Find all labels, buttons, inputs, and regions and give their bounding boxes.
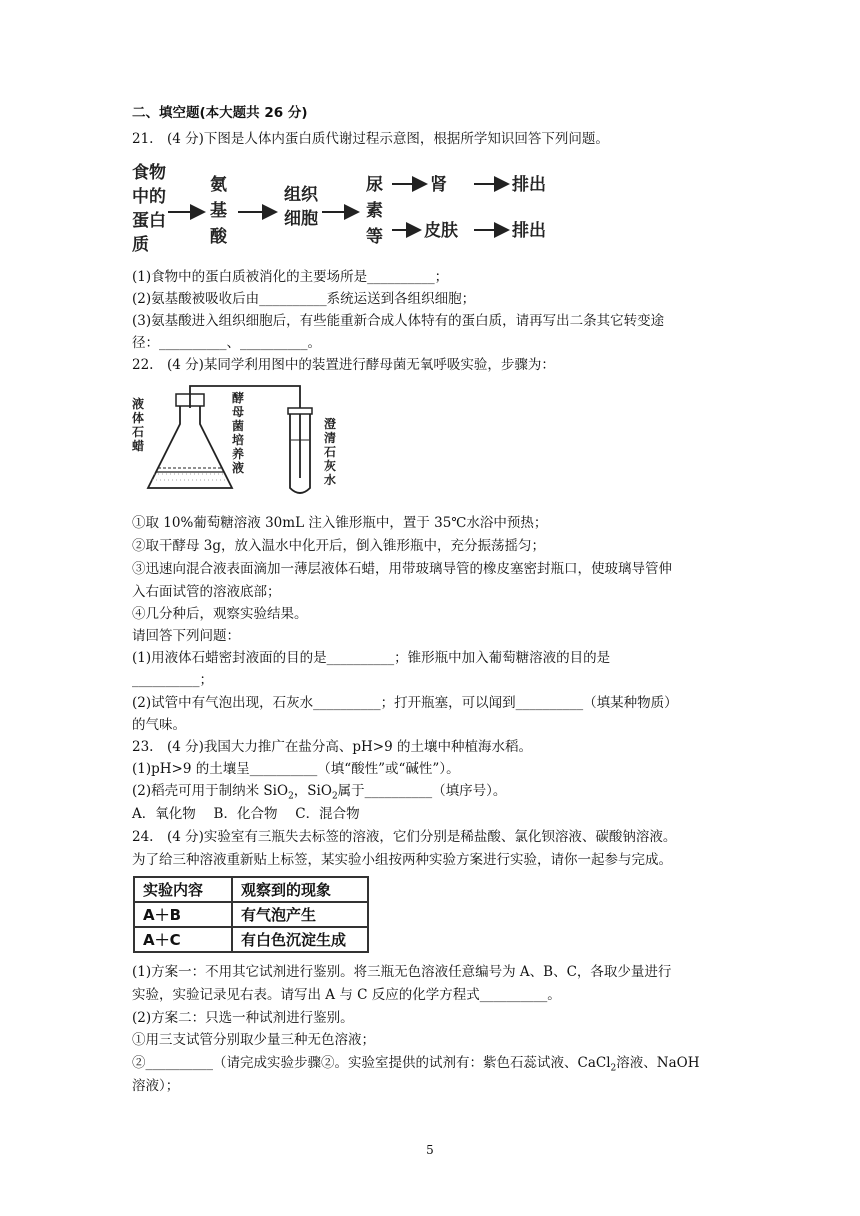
q22-answer-1b: __________； — [132, 672, 213, 688]
svg-text:液: 液 — [232, 461, 245, 475]
q22-step-3a: ③迅速向混合液表面滴加一薄层液体石蜡，用带玻璃导管的橡皮塞密封瓶口，使玻璃导管伸 — [132, 561, 672, 577]
q22-step-1: ①取 10%葡萄糖溶液 30mL 注入锥形瓶中，置于 35℃水浴中预热； — [132, 515, 548, 531]
svg-text:石: 石 — [132, 425, 145, 439]
q22-step-4: ④几分种后，观察实验结果。 — [132, 606, 308, 622]
node-excrete-1: 排出 — [512, 175, 546, 195]
table-cell: A＋B — [134, 902, 232, 927]
q22-ask: 请回答下列问题： — [132, 628, 240, 644]
svg-text:清: 清 — [324, 431, 337, 445]
svg-text:灰: 灰 — [324, 459, 337, 473]
node-tissue-2: 细胞 — [284, 209, 318, 229]
flask — [148, 394, 232, 488]
q21-line-4: 径：__________、__________。 — [132, 335, 321, 351]
node-amino-3: 酸 — [210, 227, 227, 247]
table-cell: 有白色沉淀生成 — [232, 927, 368, 952]
section-title: 二、填空题(本大题共 26 分) — [132, 105, 308, 121]
q23-line-1: (1)pH>9 的土壤呈__________（填“酸性”或“碱性”）。 — [132, 761, 460, 777]
liquid-paraffin-label — [131, 396, 144, 453]
q22-answer-2b: 的气味。 — [132, 717, 186, 733]
node-food-protein-1: 食物 — [132, 163, 166, 183]
node-amino-2: 基 — [210, 201, 227, 221]
svg-text:酵: 酵 — [232, 391, 245, 405]
q24-plan-2-step-1: ①用三支试管分别取少量三种无色溶液； — [132, 1032, 375, 1048]
q23-options: A．氧化物 B．化合物 C．混合物 — [132, 806, 360, 822]
node-amino-1: 氨 — [210, 175, 227, 195]
svg-text:水: 水 — [324, 473, 337, 487]
svg-text:体: 体 — [132, 411, 145, 425]
table-header-row — [134, 877, 368, 902]
svg-text:液: 液 — [132, 397, 145, 411]
q22-answer-2a: (2)试管中有气泡出现，石灰水__________；打开瓶塞，可以闻到__________（填某种物质） — [132, 695, 678, 711]
svg-text:培: 培 — [232, 433, 245, 447]
table-row — [134, 902, 368, 927]
q24-plan-2-step-3: 溶液）； — [132, 1078, 180, 1094]
q22-step-2: ②取干酵母 3g，放入温水中化开后，倒入锥形瓶中，充分振荡摇匀； — [132, 538, 546, 554]
q21-line-3: (3)氨基酸进入组织细胞后，有些能重新合成人体特有的蛋白质，请再写出二条其它转变途 — [132, 313, 665, 329]
svg-text:母: 母 — [232, 405, 245, 419]
svg-text:澄: 澄 — [324, 417, 337, 431]
q23-stem: 23. (4 分)我国大力推广在盐分高、pH>9 的土壤中种植海水稻。 — [132, 739, 532, 755]
node-urea-1: 尿 — [366, 175, 383, 195]
node-food-protein-2: 中的 — [132, 187, 166, 207]
table-header-content: 实验内容 — [134, 877, 232, 902]
q21-line-1: (1)食物中的蛋白质被消化的主要场所是__________； — [132, 269, 449, 285]
svg-text:蜡: 蜡 — [132, 439, 145, 453]
yeast-culture-label — [232, 390, 244, 475]
table-row — [134, 927, 368, 952]
experiment-table — [133, 876, 369, 953]
q24-stem-2: 为了给三种溶液重新贴上标签，某实验小组按两种实验方案进行实验，请你一起参与完成。 — [132, 852, 672, 868]
svg-text:石: 石 — [324, 445, 337, 459]
node-tissue-1: 组织 — [284, 185, 318, 205]
node-excrete-2: 排出 — [512, 221, 546, 241]
node-food-protein-3: 蛋白 — [132, 211, 166, 231]
page-number: 5 — [426, 1143, 434, 1157]
svg-text:菌: 菌 — [232, 419, 245, 433]
q22-stem: 22. (4 分)某同学利用图中的装置进行酵母菌无氧呼吸实验，步骤为： — [132, 357, 555, 373]
node-skin: 皮肤 — [424, 221, 458, 241]
node-food-protein-4: 质 — [132, 235, 149, 255]
protein-metabolism-diagram — [130, 160, 560, 260]
q23-line-2: (2)稻壳可用于制纳米 SiO$_2$，SiO$_2$属于__________（填序号）。 — [132, 783, 507, 802]
q24-plan-2: (2)方案二：只选一种试剂进行鉴别。 — [132, 1010, 354, 1026]
node-urea-3: 等 — [366, 227, 383, 247]
q21-stem: 21. (4 分)下图是人体内蛋白质代谢过程示意图，根据所学知识回答下列问题。 — [132, 131, 609, 147]
q22-answer-1a: (1)用液体石蜡密封液面的目的是__________；锥形瓶中加入葡萄糖溶液的目的是 — [132, 650, 611, 666]
table-cell: 有气泡产生 — [232, 902, 368, 927]
q24-plan-1b: 实验，实验记录见右表。请写出 A 与 C 反应的化学方程式__________。 — [132, 987, 561, 1003]
yeast-apparatus-figure — [130, 384, 350, 502]
q22-step-3b: 入右面试管的溶液底部； — [132, 584, 281, 600]
q21-line-2: (2)氨基酸被吸收后由__________系统运送到各组织细胞； — [132, 291, 476, 307]
q24-plan-1a: (1)方案一：不用其它试剂进行鉴别。将三瓶无色溶液任意编号为 A、B、C，各取少量进行 — [132, 964, 672, 980]
svg-text:养: 养 — [232, 447, 245, 461]
node-urea-2: 素 — [366, 201, 383, 221]
table-header-phenomenon: 观察到的现象 — [232, 877, 368, 902]
node-kidney: 肾 — [430, 175, 447, 195]
q24-stem-1: 24. (4 分)实验室有三瓶失去标签的溶液，它们分别是稀盐酸、氯化钡溶液、碳酸钠溶液。 — [132, 829, 677, 845]
glass-tube — [190, 386, 300, 478]
table-cell: A＋C — [134, 927, 232, 952]
q24-plan-2-step-2: ②__________（请完成实验步骤②。实验室提供的试剂有：紫色石蕊试液、CaCl$_2$溶液、NaOH — [132, 1055, 700, 1074]
limewater-label — [324, 416, 336, 487]
